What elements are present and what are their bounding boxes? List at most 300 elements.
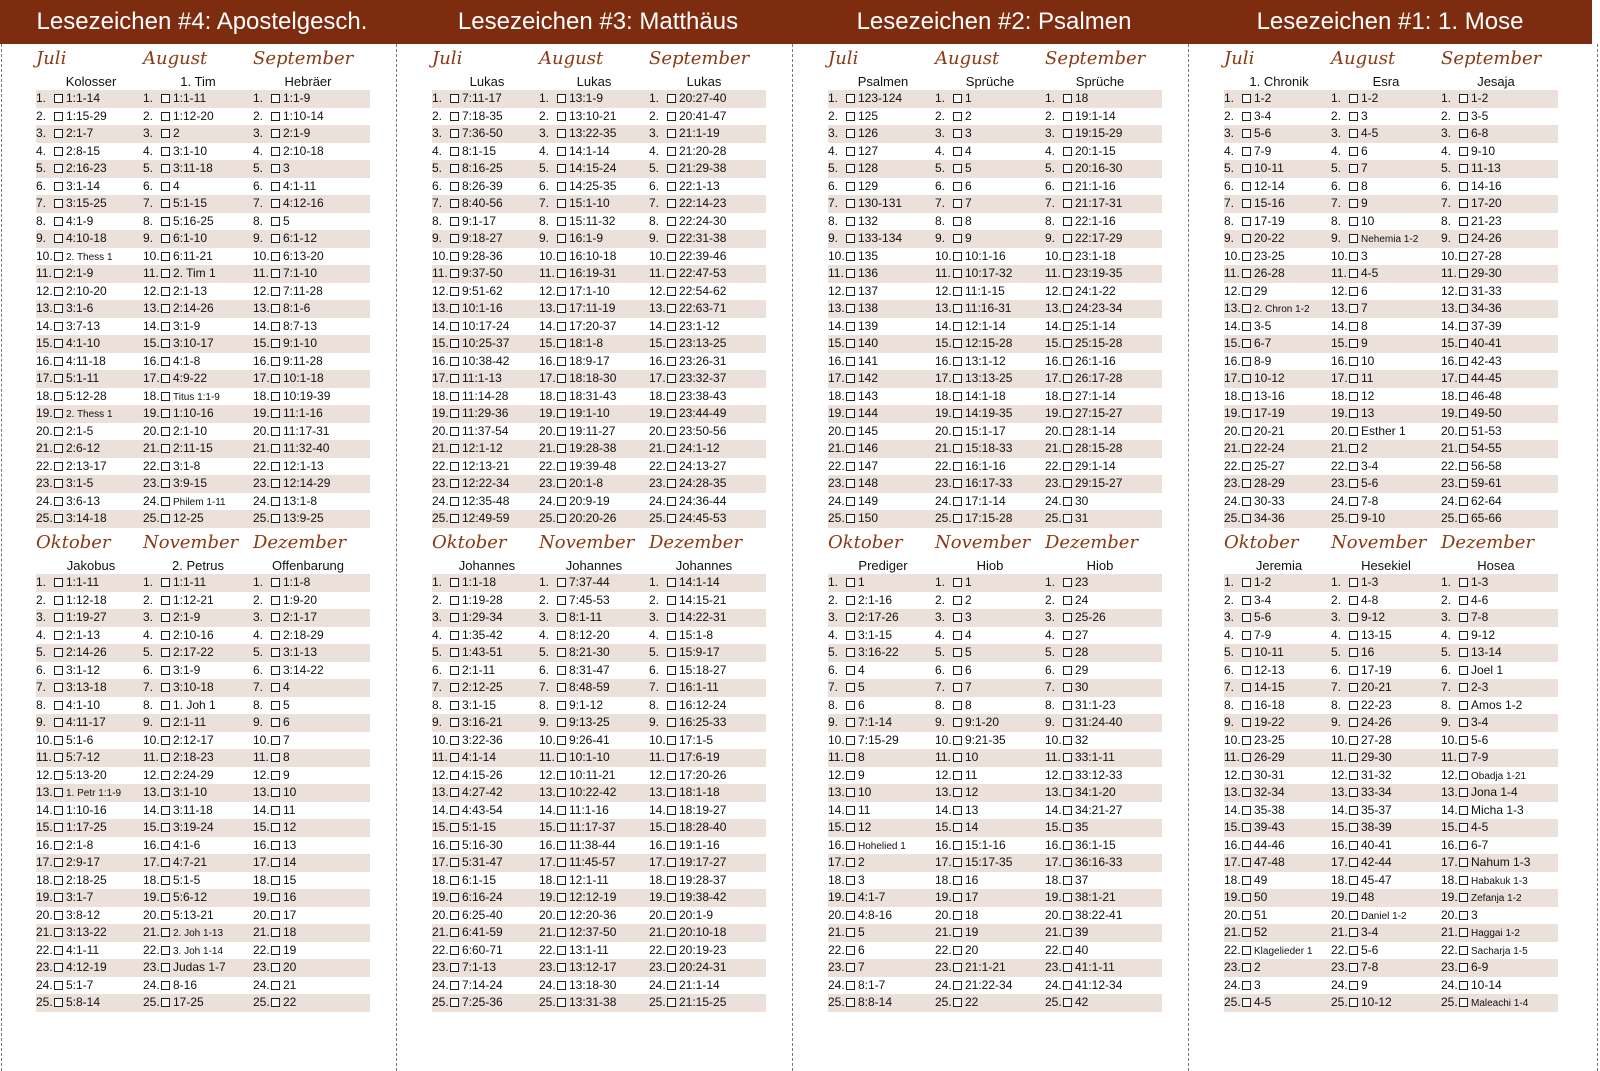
checkbox[interactable] xyxy=(54,199,63,208)
checkbox[interactable] xyxy=(953,753,962,762)
checkbox[interactable] xyxy=(557,683,566,692)
checkbox[interactable] xyxy=(161,981,170,990)
checkbox[interactable] xyxy=(161,269,170,278)
checkbox[interactable] xyxy=(953,409,962,418)
checkbox[interactable] xyxy=(1459,596,1468,605)
checkbox[interactable] xyxy=(1242,444,1251,453)
checkbox[interactable] xyxy=(271,631,280,640)
checkbox[interactable] xyxy=(846,252,855,261)
checkbox[interactable] xyxy=(161,409,170,418)
checkbox[interactable] xyxy=(846,427,855,436)
checkbox[interactable] xyxy=(846,462,855,471)
checkbox[interactable] xyxy=(450,823,459,832)
checkbox[interactable] xyxy=(271,392,280,401)
checkbox[interactable] xyxy=(953,339,962,348)
checkbox[interactable] xyxy=(953,718,962,727)
checkbox[interactable] xyxy=(667,339,676,348)
checkbox[interactable] xyxy=(953,252,962,261)
checkbox[interactable] xyxy=(54,147,63,156)
checkbox[interactable] xyxy=(450,928,459,937)
checkbox[interactable] xyxy=(1349,788,1358,797)
checkbox[interactable] xyxy=(450,462,459,471)
checkbox[interactable] xyxy=(54,823,63,832)
checkbox[interactable] xyxy=(1242,217,1251,226)
checkbox[interactable] xyxy=(557,613,566,622)
checkbox[interactable] xyxy=(953,497,962,506)
checkbox[interactable] xyxy=(450,234,459,243)
checkbox[interactable] xyxy=(1459,147,1468,156)
checkbox[interactable] xyxy=(450,497,459,506)
checkbox[interactable] xyxy=(271,771,280,780)
checkbox[interactable] xyxy=(557,911,566,920)
checkbox[interactable] xyxy=(1242,182,1251,191)
checkbox[interactable] xyxy=(271,963,280,972)
checkbox[interactable] xyxy=(667,479,676,488)
checkbox[interactable] xyxy=(667,234,676,243)
checkbox[interactable] xyxy=(1349,304,1358,313)
checkbox[interactable] xyxy=(54,981,63,990)
checkbox[interactable] xyxy=(1063,963,1072,972)
checkbox[interactable] xyxy=(450,893,459,902)
checkbox[interactable] xyxy=(846,858,855,867)
checkbox[interactable] xyxy=(846,392,855,401)
checkbox[interactable] xyxy=(557,823,566,832)
checkbox[interactable] xyxy=(557,701,566,710)
checkbox[interactable] xyxy=(667,718,676,727)
checkbox[interactable] xyxy=(846,304,855,313)
checkbox[interactable] xyxy=(450,841,459,850)
checkbox[interactable] xyxy=(953,701,962,710)
checkbox[interactable] xyxy=(667,392,676,401)
checkbox[interactable] xyxy=(161,182,170,191)
checkbox[interactable] xyxy=(161,427,170,436)
checkbox[interactable] xyxy=(450,129,459,138)
checkbox[interactable] xyxy=(271,94,280,103)
checkbox[interactable] xyxy=(54,409,63,418)
checkbox[interactable] xyxy=(1349,234,1358,243)
checkbox[interactable] xyxy=(1459,497,1468,506)
checkbox[interactable] xyxy=(1242,339,1251,348)
checkbox[interactable] xyxy=(1242,841,1251,850)
checkbox[interactable] xyxy=(1459,736,1468,745)
checkbox[interactable] xyxy=(557,427,566,436)
checkbox[interactable] xyxy=(846,94,855,103)
checkbox[interactable] xyxy=(161,129,170,138)
checkbox[interactable] xyxy=(846,648,855,657)
checkbox[interactable] xyxy=(1459,648,1468,657)
checkbox[interactable] xyxy=(667,876,676,885)
checkbox[interactable] xyxy=(54,164,63,173)
checkbox[interactable] xyxy=(1242,462,1251,471)
checkbox[interactable] xyxy=(1349,876,1358,885)
checkbox[interactable] xyxy=(54,876,63,885)
checkbox[interactable] xyxy=(271,112,280,121)
checkbox[interactable] xyxy=(450,514,459,523)
checkbox[interactable] xyxy=(450,911,459,920)
checkbox[interactable] xyxy=(557,858,566,867)
checkbox[interactable] xyxy=(846,514,855,523)
checkbox[interactable] xyxy=(54,666,63,675)
checkbox[interactable] xyxy=(1242,357,1251,366)
checkbox[interactable] xyxy=(1063,234,1072,243)
checkbox[interactable] xyxy=(953,234,962,243)
checkbox[interactable] xyxy=(1242,631,1251,640)
checkbox[interactable] xyxy=(1349,182,1358,191)
checkbox[interactable] xyxy=(54,514,63,523)
checkbox[interactable] xyxy=(557,788,566,797)
checkbox[interactable] xyxy=(1242,911,1251,920)
checkbox[interactable] xyxy=(1349,683,1358,692)
checkbox[interactable] xyxy=(1349,112,1358,121)
checkbox[interactable] xyxy=(271,357,280,366)
checkbox[interactable] xyxy=(953,893,962,902)
checkbox[interactable] xyxy=(953,427,962,436)
checkbox[interactable] xyxy=(161,392,170,401)
checkbox[interactable] xyxy=(54,217,63,226)
checkbox[interactable] xyxy=(1063,444,1072,453)
checkbox[interactable] xyxy=(1063,876,1072,885)
checkbox[interactable] xyxy=(161,788,170,797)
checkbox[interactable] xyxy=(271,858,280,867)
checkbox[interactable] xyxy=(450,963,459,972)
checkbox[interactable] xyxy=(557,357,566,366)
checkbox[interactable] xyxy=(1063,753,1072,762)
checkbox[interactable] xyxy=(1242,596,1251,605)
checkbox[interactable] xyxy=(1349,806,1358,815)
checkbox[interactable] xyxy=(1349,94,1358,103)
checkbox[interactable] xyxy=(54,479,63,488)
checkbox[interactable] xyxy=(1459,287,1468,296)
checkbox[interactable] xyxy=(846,788,855,797)
checkbox[interactable] xyxy=(557,252,566,261)
checkbox[interactable] xyxy=(1063,409,1072,418)
checkbox[interactable] xyxy=(161,911,170,920)
checkbox[interactable] xyxy=(54,339,63,348)
checkbox[interactable] xyxy=(1242,666,1251,675)
checkbox[interactable] xyxy=(557,771,566,780)
checkbox[interactable] xyxy=(450,683,459,692)
checkbox[interactable] xyxy=(1459,578,1468,587)
checkbox[interactable] xyxy=(1459,182,1468,191)
checkbox[interactable] xyxy=(667,946,676,955)
checkbox[interactable] xyxy=(846,596,855,605)
checkbox[interactable] xyxy=(1063,946,1072,955)
checkbox[interactable] xyxy=(1242,823,1251,832)
checkbox[interactable] xyxy=(846,357,855,366)
checkbox[interactable] xyxy=(1459,94,1468,103)
checkbox[interactable] xyxy=(161,648,170,657)
checkbox[interactable] xyxy=(667,648,676,657)
checkbox[interactable] xyxy=(1349,147,1358,156)
checkbox[interactable] xyxy=(161,858,170,867)
checkbox[interactable] xyxy=(667,304,676,313)
checkbox[interactable] xyxy=(953,998,962,1007)
checkbox[interactable] xyxy=(1063,701,1072,710)
checkbox[interactable] xyxy=(557,199,566,208)
checkbox[interactable] xyxy=(1349,269,1358,278)
checkbox[interactable] xyxy=(450,374,459,383)
checkbox[interactable] xyxy=(450,112,459,121)
checkbox[interactable] xyxy=(54,893,63,902)
checkbox[interactable] xyxy=(1242,287,1251,296)
checkbox[interactable] xyxy=(557,893,566,902)
checkbox[interactable] xyxy=(953,462,962,471)
checkbox[interactable] xyxy=(1063,217,1072,226)
checkbox[interactable] xyxy=(271,304,280,313)
checkbox[interactable] xyxy=(1063,858,1072,867)
checkbox[interactable] xyxy=(1063,322,1072,331)
checkbox[interactable] xyxy=(953,631,962,640)
checkbox[interactable] xyxy=(667,164,676,173)
checkbox[interactable] xyxy=(1063,613,1072,622)
checkbox[interactable] xyxy=(1063,514,1072,523)
checkbox[interactable] xyxy=(450,613,459,622)
checkbox[interactable] xyxy=(557,841,566,850)
checkbox[interactable] xyxy=(953,806,962,815)
checkbox[interactable] xyxy=(1063,806,1072,815)
checkbox[interactable] xyxy=(1459,252,1468,261)
checkbox[interactable] xyxy=(271,427,280,436)
checkbox[interactable] xyxy=(271,841,280,850)
checkbox[interactable] xyxy=(54,788,63,797)
checkbox[interactable] xyxy=(161,928,170,937)
checkbox[interactable] xyxy=(667,182,676,191)
checkbox[interactable] xyxy=(271,928,280,937)
checkbox[interactable] xyxy=(1063,718,1072,727)
checkbox[interactable] xyxy=(271,753,280,762)
checkbox[interactable] xyxy=(1242,928,1251,937)
checkbox[interactable] xyxy=(54,648,63,657)
checkbox[interactable] xyxy=(667,147,676,156)
checkbox[interactable] xyxy=(271,287,280,296)
checkbox[interactable] xyxy=(1242,164,1251,173)
checkbox[interactable] xyxy=(557,981,566,990)
checkbox[interactable] xyxy=(1459,234,1468,243)
checkbox[interactable] xyxy=(667,596,676,605)
checkbox[interactable] xyxy=(557,147,566,156)
checkbox[interactable] xyxy=(54,718,63,727)
checkbox[interactable] xyxy=(1242,497,1251,506)
checkbox[interactable] xyxy=(1063,736,1072,745)
checkbox[interactable] xyxy=(1459,701,1468,710)
checkbox[interactable] xyxy=(54,357,63,366)
checkbox[interactable] xyxy=(161,252,170,261)
checkbox[interactable] xyxy=(161,753,170,762)
checkbox[interactable] xyxy=(1459,718,1468,727)
checkbox[interactable] xyxy=(54,497,63,506)
checkbox[interactable] xyxy=(557,648,566,657)
checkbox[interactable] xyxy=(1459,858,1468,867)
checkbox[interactable] xyxy=(953,928,962,937)
checkbox[interactable] xyxy=(846,613,855,622)
checkbox[interactable] xyxy=(1459,164,1468,173)
checkbox[interactable] xyxy=(846,479,855,488)
checkbox[interactable] xyxy=(1063,182,1072,191)
checkbox[interactable] xyxy=(450,444,459,453)
checkbox[interactable] xyxy=(953,269,962,278)
checkbox[interactable] xyxy=(846,339,855,348)
checkbox[interactable] xyxy=(271,462,280,471)
checkbox[interactable] xyxy=(450,736,459,745)
checkbox[interactable] xyxy=(846,701,855,710)
checkbox[interactable] xyxy=(667,753,676,762)
checkbox[interactable] xyxy=(1349,357,1358,366)
checkbox[interactable] xyxy=(846,217,855,226)
checkbox[interactable] xyxy=(1349,199,1358,208)
checkbox[interactable] xyxy=(1242,479,1251,488)
checkbox[interactable] xyxy=(161,94,170,103)
checkbox[interactable] xyxy=(557,946,566,955)
checkbox[interactable] xyxy=(557,806,566,815)
checkbox[interactable] xyxy=(1349,981,1358,990)
checkbox[interactable] xyxy=(1349,497,1358,506)
checkbox[interactable] xyxy=(1459,374,1468,383)
checkbox[interactable] xyxy=(1242,981,1251,990)
checkbox[interactable] xyxy=(1063,841,1072,850)
checkbox[interactable] xyxy=(1459,444,1468,453)
checkbox[interactable] xyxy=(557,112,566,121)
checkbox[interactable] xyxy=(846,911,855,920)
checkbox[interactable] xyxy=(54,631,63,640)
checkbox[interactable] xyxy=(1459,963,1468,972)
checkbox[interactable] xyxy=(667,911,676,920)
checkbox[interactable] xyxy=(1349,753,1358,762)
checkbox[interactable] xyxy=(557,444,566,453)
checkbox[interactable] xyxy=(1242,94,1251,103)
checkbox[interactable] xyxy=(953,182,962,191)
checkbox[interactable] xyxy=(953,129,962,138)
checkbox[interactable] xyxy=(557,736,566,745)
checkbox[interactable] xyxy=(450,858,459,867)
checkbox[interactable] xyxy=(667,841,676,850)
checkbox[interactable] xyxy=(161,444,170,453)
checkbox[interactable] xyxy=(667,462,676,471)
checkbox[interactable] xyxy=(1349,287,1358,296)
checkbox[interactable] xyxy=(271,217,280,226)
checkbox[interactable] xyxy=(953,771,962,780)
checkbox[interactable] xyxy=(1242,683,1251,692)
checkbox[interactable] xyxy=(1063,788,1072,797)
checkbox[interactable] xyxy=(1349,596,1358,605)
checkbox[interactable] xyxy=(1063,304,1072,313)
checkbox[interactable] xyxy=(953,596,962,605)
checkbox[interactable] xyxy=(1459,479,1468,488)
checkbox[interactable] xyxy=(1349,998,1358,1007)
checkbox[interactable] xyxy=(161,164,170,173)
checkbox[interactable] xyxy=(667,94,676,103)
checkbox[interactable] xyxy=(846,147,855,156)
checkbox[interactable] xyxy=(271,322,280,331)
checkbox[interactable] xyxy=(846,409,855,418)
checkbox[interactable] xyxy=(1349,322,1358,331)
checkbox[interactable] xyxy=(271,683,280,692)
checkbox[interactable] xyxy=(667,613,676,622)
checkbox[interactable] xyxy=(846,631,855,640)
checkbox[interactable] xyxy=(846,578,855,587)
checkbox[interactable] xyxy=(846,129,855,138)
checkbox[interactable] xyxy=(1063,392,1072,401)
checkbox[interactable] xyxy=(1459,217,1468,226)
checkbox[interactable] xyxy=(450,199,459,208)
checkbox[interactable] xyxy=(54,234,63,243)
checkbox[interactable] xyxy=(953,514,962,523)
checkbox[interactable] xyxy=(953,613,962,622)
checkbox[interactable] xyxy=(1459,841,1468,850)
checkbox[interactable] xyxy=(667,701,676,710)
checkbox[interactable] xyxy=(1063,928,1072,937)
checkbox[interactable] xyxy=(846,287,855,296)
checkbox[interactable] xyxy=(953,357,962,366)
checkbox[interactable] xyxy=(846,981,855,990)
checkbox[interactable] xyxy=(667,199,676,208)
checkbox[interactable] xyxy=(1063,357,1072,366)
checkbox[interactable] xyxy=(161,374,170,383)
checkbox[interactable] xyxy=(667,252,676,261)
checkbox[interactable] xyxy=(271,998,280,1007)
checkbox[interactable] xyxy=(1349,164,1358,173)
checkbox[interactable] xyxy=(450,322,459,331)
checkbox[interactable] xyxy=(450,339,459,348)
checkbox[interactable] xyxy=(54,946,63,955)
checkbox[interactable] xyxy=(1459,613,1468,622)
checkbox[interactable] xyxy=(1063,497,1072,506)
checkbox[interactable] xyxy=(1459,514,1468,523)
checkbox[interactable] xyxy=(54,252,63,261)
checkbox[interactable] xyxy=(1063,893,1072,902)
checkbox[interactable] xyxy=(846,893,855,902)
checkbox[interactable] xyxy=(1063,129,1072,138)
checkbox[interactable] xyxy=(667,112,676,121)
checkbox[interactable] xyxy=(161,287,170,296)
checkbox[interactable] xyxy=(1063,998,1072,1007)
checkbox[interactable] xyxy=(161,357,170,366)
checkbox[interactable] xyxy=(953,858,962,867)
checkbox[interactable] xyxy=(1242,701,1251,710)
checkbox[interactable] xyxy=(953,164,962,173)
checkbox[interactable] xyxy=(161,701,170,710)
checkbox[interactable] xyxy=(1459,683,1468,692)
checkbox[interactable] xyxy=(1459,199,1468,208)
checkbox[interactable] xyxy=(557,928,566,937)
checkbox[interactable] xyxy=(667,788,676,797)
checkbox[interactable] xyxy=(161,613,170,622)
checkbox[interactable] xyxy=(161,112,170,121)
checkbox[interactable] xyxy=(953,788,962,797)
checkbox[interactable] xyxy=(557,998,566,1007)
checkbox[interactable] xyxy=(557,164,566,173)
checkbox[interactable] xyxy=(1459,823,1468,832)
checkbox[interactable] xyxy=(1063,823,1072,832)
checkbox[interactable] xyxy=(1459,771,1468,780)
checkbox[interactable] xyxy=(557,963,566,972)
checkbox[interactable] xyxy=(953,392,962,401)
checkbox[interactable] xyxy=(846,823,855,832)
checkbox[interactable] xyxy=(846,269,855,278)
checkbox[interactable] xyxy=(557,718,566,727)
checkbox[interactable] xyxy=(1063,164,1072,173)
checkbox[interactable] xyxy=(1242,858,1251,867)
checkbox[interactable] xyxy=(271,444,280,453)
checkbox[interactable] xyxy=(450,409,459,418)
checkbox[interactable] xyxy=(1242,514,1251,523)
checkbox[interactable] xyxy=(1063,252,1072,261)
checkbox[interactable] xyxy=(161,666,170,675)
checkbox[interactable] xyxy=(1459,946,1468,955)
checkbox[interactable] xyxy=(1063,666,1072,675)
checkbox[interactable] xyxy=(1349,409,1358,418)
checkbox[interactable] xyxy=(557,514,566,523)
checkbox[interactable] xyxy=(1459,462,1468,471)
